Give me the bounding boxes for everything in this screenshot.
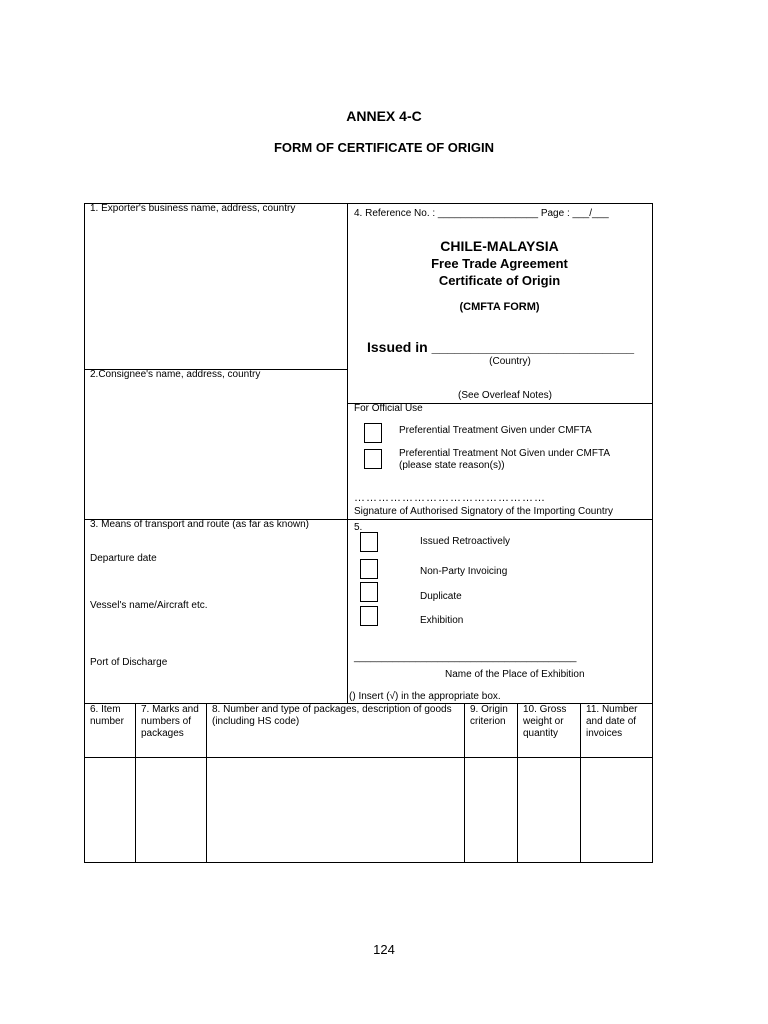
issued-retroactively-checkbox[interactable] [360,532,378,552]
preferential-not-given-label: Preferential Treatment Not Given under CMFTA [399,448,611,459]
duplicate-checkbox[interactable] [360,582,378,602]
signature-dotted-line: ………………………………………… [354,492,546,504]
col-invoices: 11. Number and date of invoices [586,704,638,739]
duplicate-label: Duplicate [420,591,462,602]
official-use-label: For Official Use [354,403,423,414]
transport-label: 3. Means of transport and route (as far as known) [90,519,309,530]
reference-number: 4. Reference No. : __________________ Page : ___/___ [354,208,609,219]
cmfta-form-label: (CMFTA FORM) [459,301,540,313]
exhibition-label: Exhibition [420,615,464,626]
state-reasons-label: (please state reason(s)) [399,460,505,471]
col-origin-criterion: 9. Origin criterion [470,704,508,727]
non-party-invoicing-label: Non-Party Invoicing [420,566,508,577]
consignee-label: 2.Consignee's name, address, country [90,369,261,380]
exhibition-checkbox[interactable] [360,606,378,626]
vessel-label: Vessel's name/Aircraft etc. [90,600,208,611]
col-gross-weight: 10. Gross weight or quantity [523,704,567,739]
page-number: 124 [373,942,395,957]
issued-retroactively-label: Issued Retroactively [420,536,511,547]
preferential-not-given-checkbox[interactable] [364,449,382,469]
country-label: (Country) [489,356,531,367]
port-of-discharge-label: Port of Discharge [90,657,168,668]
issued-in-label: Issued in __________________________ [367,339,635,355]
col-item-number: 6. Item number [90,704,124,727]
exporter-label: 1. Exporter's business name, address, country [90,203,296,214]
overleaf-notes: (See Overleaf Notes) [458,390,552,401]
cert-title-3: Certificate of Origin [438,273,561,288]
box5-number: 5. [354,522,363,533]
preferential-given-checkbox[interactable] [364,423,382,443]
exhibition-place-line: ________________________________________ [354,652,577,663]
non-party-invoicing-checkbox[interactable] [360,559,378,579]
form-title: FORM OF CERTIFICATE OF ORIGIN [273,140,495,155]
exhibition-place-label: Name of the Place of Exhibition [445,669,585,680]
col-marks-numbers: 7. Marks and numbers of packages [141,704,199,739]
preferential-given-label: Preferential Treatment Given under CMFTA [399,425,592,436]
col-description: 8. Number and type of packages, description of goods (including HS code) [212,704,452,727]
departure-date-label: Departure date [90,553,157,564]
insert-instruction: () Insert (√) in the appropriate box. [349,691,501,702]
signature-label: Signature of Authorised Signatory of the Importing Country [354,506,614,517]
annex-title: ANNEX 4-C [346,108,422,124]
cert-title-1: CHILE-MALAYSIA [440,238,559,254]
cert-title-2: Free Trade Agreement [431,256,568,271]
